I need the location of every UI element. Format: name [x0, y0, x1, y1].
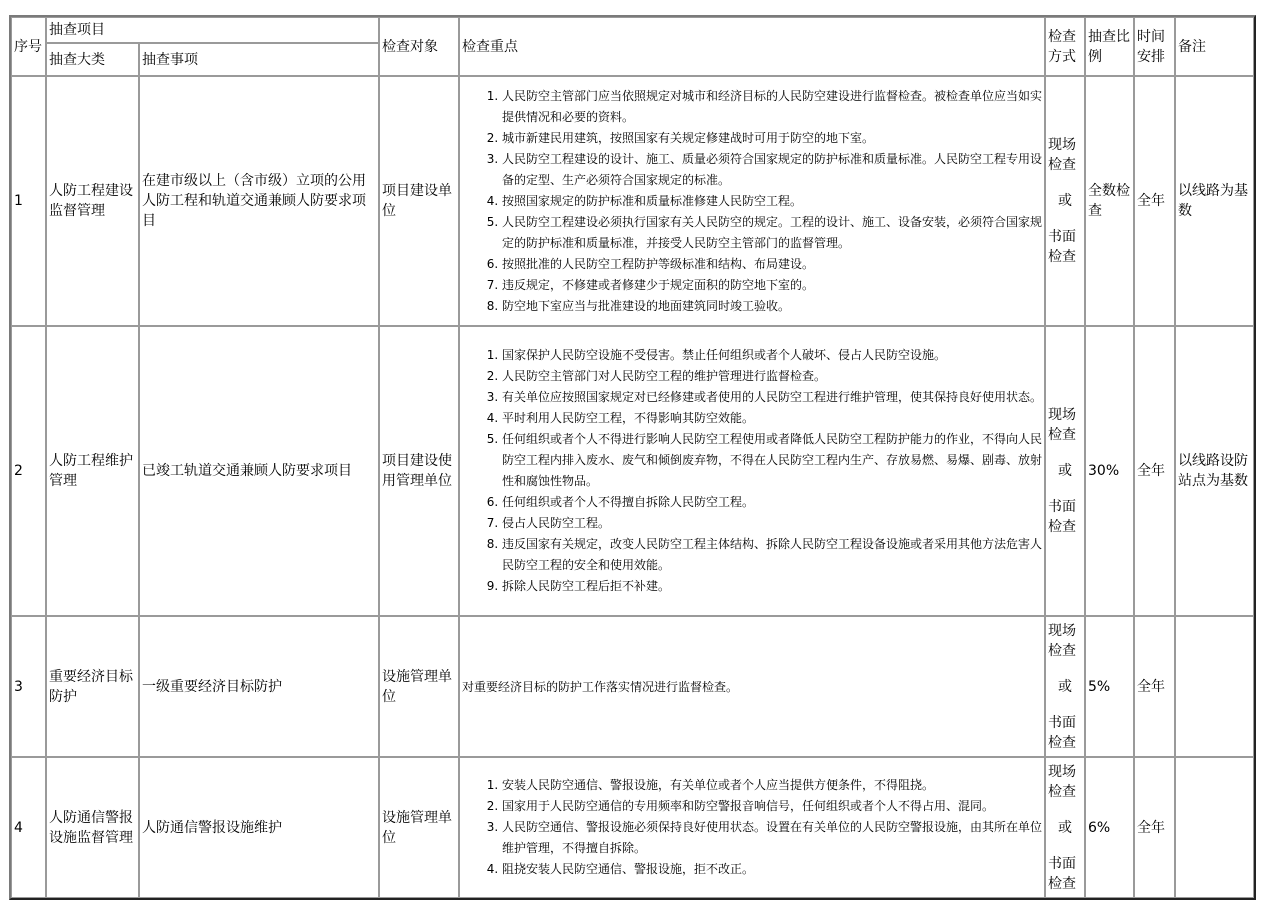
method-written: 书面检查: [1048, 714, 1076, 751]
focus-point: 7. 违反规定，不修建或者修建少于规定面积的防空地下室的。: [502, 275, 1042, 296]
row-method: [1045, 616, 1085, 757]
row-category: 人防工程维护管理: [46, 326, 139, 616]
focus-list: [462, 775, 1042, 880]
row-schedule: 全年: [1134, 326, 1175, 616]
focus-point: 1. 国家保护人民防空设施不受侵害。禁止任何组织或者个人破坏、侵占人民防空设施。: [502, 345, 1042, 366]
row-remark: 以线路设防站点为基数: [1175, 326, 1254, 616]
row-schedule: 全年: [1134, 76, 1175, 326]
method-or: 或: [1058, 819, 1072, 836]
header-row-1: [11, 17, 1254, 43]
row-focus: 对重要经济目标的防护工作落实情况进行监督检查。: [459, 616, 1045, 757]
row-target: 项目建设单位: [379, 76, 459, 326]
inspection-table: [9, 15, 1256, 900]
row-item: 已竣工轨道交通兼顾人防要求项目: [139, 326, 379, 616]
method-onsite: 现场检查: [1048, 763, 1076, 800]
focus-point: 4. 阻挠安装人民防空通信、警报设施，拒不改正。: [502, 859, 1042, 880]
method-onsite: 现场检查: [1048, 622, 1076, 659]
focus-point: 5. 人民防空工程建设必须执行国家有关人民防空的规定。工程的设计、施工、设备安装，必须符合国家规定的防护标准和质量标准，并接受人民防空主管部门的监督管理。: [502, 212, 1042, 254]
row-method: [1045, 326, 1085, 616]
row-remark: [1175, 616, 1254, 757]
focus-point: 2. 国家用于人民防空通信的专用频率和防空警报音响信号，任何组织或者个人不得占用、混同。: [502, 796, 1042, 817]
row-focus: [459, 326, 1045, 616]
row-category: 人防工程建设监督管理: [46, 76, 139, 326]
focus-point: 7. 侵占人民防空工程。: [502, 513, 1042, 534]
row-item: 一级重要经济目标防护: [139, 616, 379, 757]
inspection-table-wrapper: [9, 15, 1256, 900]
method-onsite: 现场检查: [1048, 137, 1076, 173]
table-row: [11, 616, 1254, 757]
focus-point: 3. 有关单位应按照国家规定对已经修建或者使用的人民防空工程进行维护管理，使其保持良好使用状态。: [502, 387, 1042, 408]
focus-point: 6. 按照批准的人民防空工程防护等级标准和结构、布局建设。: [502, 254, 1042, 275]
focus-list: [462, 345, 1042, 597]
focus-point: 8. 防空地下室应当与批准建设的地面建筑同时竣工验收。: [502, 296, 1042, 317]
focus-point: 1. 安装人民防空通信、警报设施，有关单位或者个人应当提供方便条件，不得阻挠。: [502, 775, 1042, 796]
row-ratio: 5%: [1085, 616, 1134, 757]
row-schedule: 全年: [1134, 757, 1175, 898]
focus-point: 3. 人民防空通信、警报设施必须保持良好使用状态。设置在有关单位的人民防空警报设施，由其所在单位维护管理，不得擅自拆除。: [502, 817, 1042, 859]
focus-point: 9. 拆除人民防空工程后拒不补建。: [502, 576, 1042, 597]
row-remark: 以线路为基数: [1175, 76, 1254, 326]
focus-point: 6. 任何组织或者个人不得擅自拆除人民防空工程。: [502, 492, 1042, 513]
method-onsite: 现场检查: [1048, 407, 1076, 443]
row-ratio: 全数检查: [1085, 76, 1134, 326]
row-target: 设施管理单位: [379, 757, 459, 898]
row-seq: 3: [11, 616, 46, 757]
method-written: 书面检查: [1048, 229, 1076, 265]
header-category: 抽查大类: [46, 43, 139, 76]
row-focus: [459, 76, 1045, 326]
row-focus: [459, 757, 1045, 898]
header-ratio: 抽查比例: [1085, 17, 1134, 76]
header-method: 检查方式: [1045, 17, 1085, 76]
focus-point: 1. 人民防空主管部门应当依照规定对城市和经济目标的人民防空建设进行监督检查。被检查单位应当如实提供情况和必要的资料。: [502, 86, 1042, 128]
row-ratio: 6%: [1085, 757, 1134, 898]
row-seq: 4: [11, 757, 46, 898]
header-seq: 序号: [11, 17, 46, 76]
row-schedule: 全年: [1134, 616, 1175, 757]
row-seq: 1: [11, 76, 46, 326]
row-remark: [1175, 757, 1254, 898]
table-row: [11, 757, 1254, 898]
header-target: 检查对象: [379, 17, 459, 76]
row-method: [1045, 757, 1085, 898]
row-target: 设施管理单位: [379, 616, 459, 757]
header-focus: 检查重点: [459, 17, 1045, 76]
header-remark: 备注: [1175, 17, 1254, 76]
focus-point: 4. 平时利用人民防空工程，不得影响其防空效能。: [502, 408, 1042, 429]
row-seq: 2: [11, 326, 46, 616]
method-written: 书面检查: [1048, 855, 1076, 892]
focus-point: 4. 按照国家规定的防护标准和质量标准修建人民防空工程。: [502, 191, 1042, 212]
method-written: 书面检查: [1048, 499, 1076, 535]
header-item: 抽查事项: [139, 43, 379, 76]
focus-point: 3. 人民防空工程建设的设计、施工、质量必须符合国家规定的防护标准和质量标准。人民防空工程专用设备的定型、生产必须符合国家规定的标准。: [502, 149, 1042, 191]
method-or: 或: [1058, 193, 1072, 209]
row-target: 项目建设使用管理单位: [379, 326, 459, 616]
row-item: 人防通信警报设施维护: [139, 757, 379, 898]
row-item: 在建市级以上（含市级）立项的公用人防工程和轨道交通兼顾人防要求项目: [139, 76, 379, 326]
method-or: 或: [1058, 463, 1072, 479]
table-row: [11, 76, 1254, 326]
header-schedule: 时间安排: [1134, 17, 1175, 76]
row-ratio: 30%: [1085, 326, 1134, 616]
row-category: 人防通信警报设施监督管理: [46, 757, 139, 898]
header-project-group: 抽查项目: [46, 17, 379, 43]
focus-point: 8. 违反国家有关规定，改变人民防空工程主体结构、拆除人民防空工程设备设施或者采用其他方法危害人民防空工程的安全和使用效能。: [502, 534, 1042, 576]
focus-point: 2. 城市新建民用建筑，按照国家有关规定修建战时可用于防空的地下室。: [502, 128, 1042, 149]
method-or: 或: [1058, 678, 1072, 695]
row-method: [1045, 76, 1085, 326]
focus-point: 5. 任何组织或者个人不得进行影响人民防空工程使用或者降低人民防空工程防护能力的作业，不得向人民防空工程内排入废水、废气和倾倒废弃物，不得在人民防空工程内生产、存放易燃、易爆、剧毒、放射性和腐蚀性物品。: [502, 429, 1042, 492]
focus-list: [462, 86, 1042, 317]
table-row: [11, 326, 1254, 616]
focus-point: 2. 人民防空主管部门对人民防空工程的维护管理进行监督检查。: [502, 366, 1042, 387]
row-category: 重要经济目标防护: [46, 616, 139, 757]
